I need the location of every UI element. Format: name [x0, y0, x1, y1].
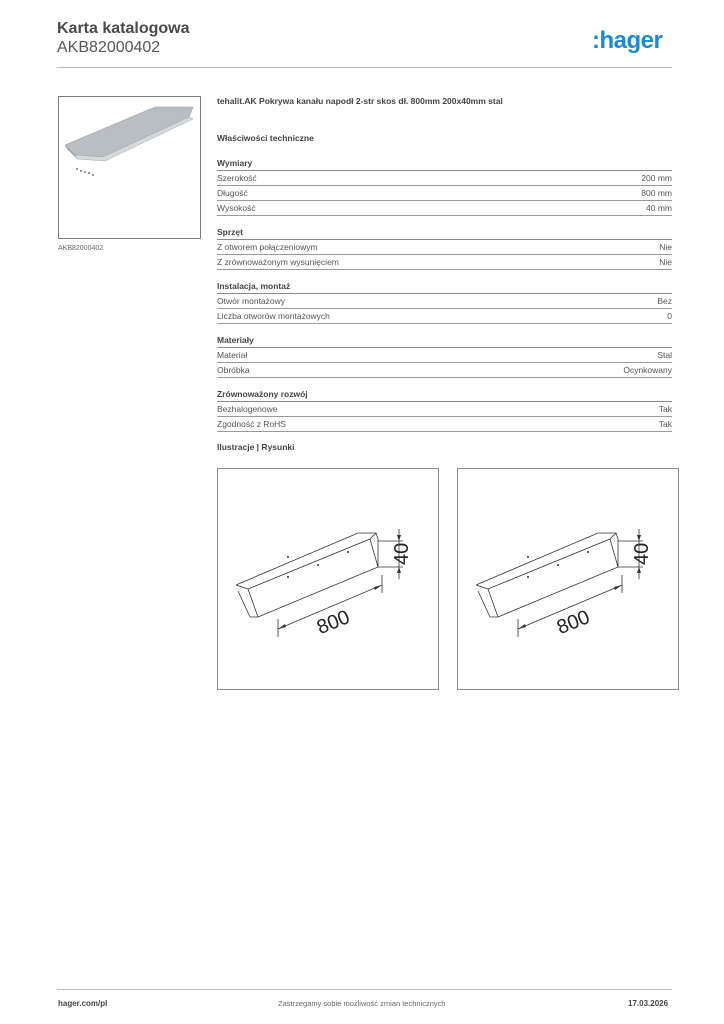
- technical-drawing: [457, 468, 679, 690]
- product-name: tehalit.AK Pokrywa kanału napodł 2-str skos dł. 800mm 200x40mm stal: [217, 96, 503, 106]
- row-label: Obróbka: [217, 365, 250, 375]
- duct-cover-drawing: [218, 469, 438, 689]
- table-row: [217, 309, 672, 324]
- row-label: Otwór montażowy: [217, 296, 286, 306]
- table-row: [217, 186, 672, 201]
- dimension-length: 800: [313, 606, 353, 640]
- group-materials: [217, 334, 672, 378]
- table-row: [217, 348, 672, 363]
- row-value: Nie: [659, 257, 672, 267]
- header-divider: [57, 67, 672, 68]
- row-label: Szerokość: [217, 173, 257, 183]
- table-row: [217, 240, 672, 255]
- group-title: Materiały: [217, 334, 672, 348]
- row-label: Bezhalogenowe: [217, 404, 278, 414]
- table-row: [217, 255, 672, 270]
- row-label: Zgodność z RoHS: [217, 419, 286, 429]
- row-label: Z otworem połączeniowym: [217, 242, 318, 252]
- row-value: 40 mm: [646, 203, 672, 213]
- row-label: Materiał: [217, 350, 248, 360]
- footer-date: 17.03.2026: [628, 999, 669, 1008]
- dimension-length: 800: [553, 606, 593, 640]
- table-row: [217, 417, 672, 432]
- row-value: Tak: [658, 404, 672, 414]
- row-value: Ocynkowany: [623, 365, 672, 375]
- row-value: Stal: [657, 350, 672, 360]
- group-installation: [217, 280, 672, 324]
- dimension-height: 40: [391, 542, 413, 565]
- footer-divider: [57, 989, 672, 990]
- technical-properties-heading: Właściwości techniczne: [217, 133, 314, 143]
- group-title: Zrównoważony rozwój: [217, 388, 672, 402]
- hager-logo: :hager: [592, 27, 663, 54]
- footer-website-link[interactable]: hager.com/pl: [58, 999, 108, 1008]
- duct-cover-drawing: [458, 469, 678, 689]
- technical-drawing: [217, 468, 439, 690]
- row-label: Liczba otworów montażowych: [217, 311, 330, 321]
- row-value: Tak: [658, 419, 672, 429]
- table-row: [217, 363, 672, 378]
- table-row: [217, 201, 672, 216]
- table-row: [217, 294, 672, 309]
- row-value: Nie: [659, 242, 672, 252]
- product-code: AKB82000402: [57, 39, 161, 56]
- page-title: Karta katalogowa: [57, 20, 190, 37]
- group-dimensions: [217, 157, 672, 216]
- group-equipment: [217, 226, 672, 270]
- cable-duct-cover-image: [59, 97, 200, 238]
- row-value: 200 mm: [641, 173, 672, 183]
- row-label: Wysokość: [217, 203, 256, 213]
- product-details: [217, 96, 672, 452]
- row-label: Długość: [217, 188, 248, 198]
- row-value: 0: [667, 311, 672, 321]
- product-image-caption: AKB82000402: [58, 245, 104, 252]
- illustrations-heading: Ilustracje | Rysunki: [217, 442, 295, 452]
- row-label: Z zrównoważonym wysunięciem: [217, 257, 339, 267]
- row-value: Bez: [657, 296, 672, 306]
- row-value: 800 mm: [641, 188, 672, 198]
- group-sustainability: [217, 388, 672, 432]
- group-title: Wymiary: [217, 157, 672, 171]
- logo-text: hager: [599, 27, 663, 54]
- dimension-height: 40: [631, 542, 653, 565]
- footer-disclaimer: Zastrzegamy sobie możliwość zmian technicznych: [278, 999, 446, 1008]
- group-title: Sprzęt: [217, 226, 672, 240]
- group-title: Instalacja, montaż: [217, 280, 672, 294]
- table-row: [217, 171, 672, 186]
- product-image: [58, 96, 201, 239]
- table-row: [217, 402, 672, 417]
